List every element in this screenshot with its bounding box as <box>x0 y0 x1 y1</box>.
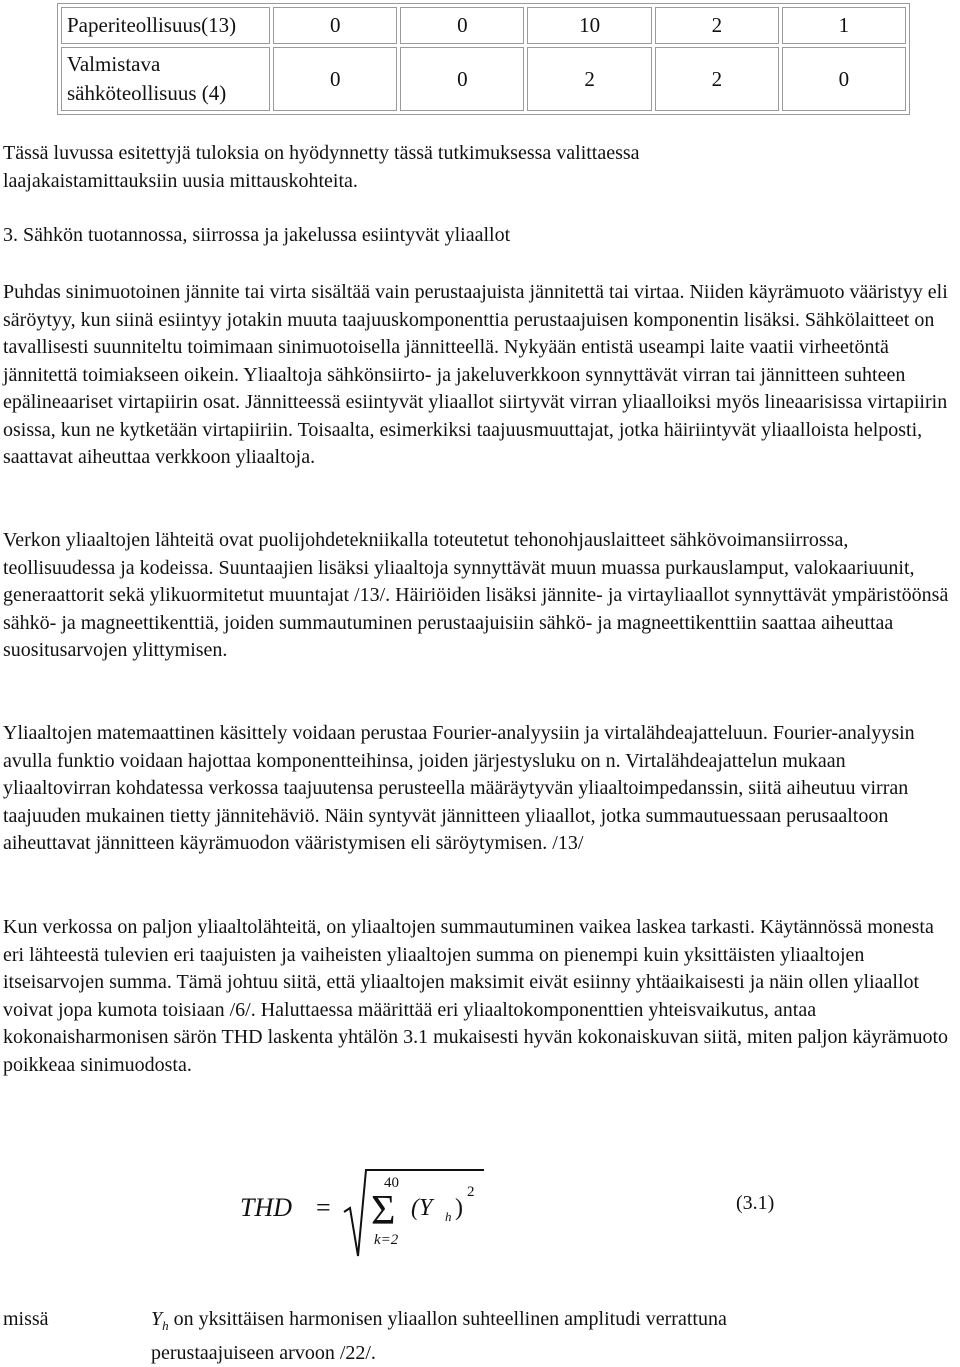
table-cell: 2 <box>655 47 779 111</box>
paragraph: Verkon yliaaltojen lähteitä ovat puolijohdetekniikalla toteutetut tehonohjauslaitteet sähkövoimansiirrossa, teollisuudessa ja kodeissa. Suuntaajien lisäksi yliaaltoja synnyttävät muun muassa purkauslamput, valokaariuunit, generaattorit sekä ylikuormitetut muuntajat /13/. Häiriöiden lisäksi jännite- ja virtayliaallot synnyttävät ympäristöönsä sähkö- ja magneettikenttiä, joiden summautuminen perustaajuisiin sähkö- ja magneettikenttiin saattaa aiheuttaa suositusarvojen ylittymisen. <box>3 529 949 661</box>
table-cell: 1 <box>782 7 906 44</box>
definition-line2: perustaajuiseen arvoon /22/. <box>151 1341 376 1364</box>
name-line: sähköteollisuus (4) <box>67 81 227 105</box>
formula-lhs: THD <box>240 1193 293 1222</box>
table-cell: 0 <box>273 7 397 44</box>
definition-line1: on yksittäisen harmonisen yliaallon suhteellinen amplitudi verrattuna <box>168 1308 727 1330</box>
paragraph: Yliaaltojen matemaattinen käsittely voidaan perustaa Fourier-analyysiin ja virtalähdeajatteluun. Fourier-analyysin avulla funktio voidaan hajottaa komponentteihinsa, joiden järjestysluku on n. Virtalähdeajattelun mukaan yliaaltovirran kohdatessa verkossa taajuutensa perusteella määräytyvän yliaaltoimpedanssin, siitä aiheutuu virran taajuuden mukainen tietty jännitehäviö. Näin syntyvät jännitteen yliaallot, jotka summautuessaan perusaaltoon aiheuttavat jännitteen käyrämuodon vääristymisen eli säröytymisen. /13/ <box>3 722 915 854</box>
formula-term: (Y <box>411 1195 433 1221</box>
table-cell: 2 <box>655 7 779 44</box>
table-row <box>61 7 906 44</box>
thd-formula <box>238 1158 498 1270</box>
sum-lower-limit: k=2 <box>374 1232 399 1248</box>
symbol-y-sub: h <box>162 1318 169 1333</box>
table-cell: 0 <box>400 7 524 44</box>
symbol-y <box>151 1308 169 1333</box>
definition-text <box>151 1306 911 1367</box>
section-heading: 3. Sähkön tuotannossa, siirrossa ja jakelussa esiintyvät yliaallot <box>3 224 511 246</box>
formula-equals: = <box>316 1193 331 1222</box>
name-line: Valmistava <box>67 52 161 76</box>
table-cell: 10 <box>527 7 651 44</box>
table-cell: 2 <box>527 47 651 111</box>
sigma-symbol: Σ <box>371 1188 396 1234</box>
table-cell-name <box>61 47 270 111</box>
symbol-y-main: Y <box>151 1308 163 1330</box>
sum-upper-limit: 40 <box>384 1175 399 1191</box>
table-cell: 0 <box>273 47 397 111</box>
definition-label: missä <box>3 1308 49 1330</box>
formula-exponent: 2 <box>467 1184 475 1200</box>
table-row <box>61 47 906 111</box>
formula-term-sub: h <box>445 1209 452 1224</box>
harmonics-table <box>57 3 910 115</box>
paragraph: Kun verkossa on paljon yliaaltolähteitä, on yliaaltojen summautuminen vaikea laskea tarkasti. Käytännössä monesta eri lähteestä tulevien eri taajuisten ja vaiheisten yliaaltojen summa on pienempi kuin yksittäisten yliaaltojen itseisarvojen summa. Tämä johtuu siitä, että yliaaltojen maksimit eivät esiinny yhtäaikaisesti ja näin ollen yliaallot voivat jopa kumota toisiaan /6/. Haluttaessa määrittää eri yliaaltokomponenttien yhteisvaikutus, antaa kokonaisharmonisen särön THD laskenta yhtälön 3.1 mukaisesti hyvän kokonaiskuvan siitä, miten paljon käyrämuoto poikkeaa sinimuodosta. <box>3 916 949 1076</box>
equation-number: (3.1) <box>736 1192 775 1214</box>
table-cell: 0 <box>782 47 906 111</box>
table-cell-name: Paperiteollisuus(13) <box>61 7 270 44</box>
paragraph: Puhdas sinimuotoinen jännite tai virta sisältää vain perustaajuista jännitettä tai virtaa. Niiden käyrämuoto vääristyy eli säröytyy, kun siinä esiintyy jotakin muuta taajuuskomponenttia perustaajuisen komponentin lisäksi. Sähkölaitteet on tavallisesti suunniteltu toimimaan sinimuotoisella jännitteellä. Nykyään entistä useampi laite vaatii virheetöntä jännitettä toimiakseen oikein. Yliaaltoja sähkönsiirto- ja jakeluverkkoon synnyttävät virran tai jännitteen suhteen epälineaariset virtapiirin osat. Jännitteessä esiintyvät yliaallot siirtyvät virran yliaalloiksi myös lineaarisissa virtapiirin osissa, kun ne kytketään virtapiiriin. Toisaalta, esimerkiksi taajuusmuuttajat, jotka häiriintyvät yliaalloista helposti, saattavat aiheuttaa verkkoon yliaaltoja. <box>3 281 948 468</box>
paragraph-intro: Tässä luvussa esitettyjä tuloksia on hyödynnetty tässä tutkimuksessa valittaessa laajakaistamittauksiin uusia mittauskohteita. <box>3 142 640 192</box>
table-cell: 0 <box>400 47 524 111</box>
formula-term-close: ) <box>455 1195 463 1221</box>
